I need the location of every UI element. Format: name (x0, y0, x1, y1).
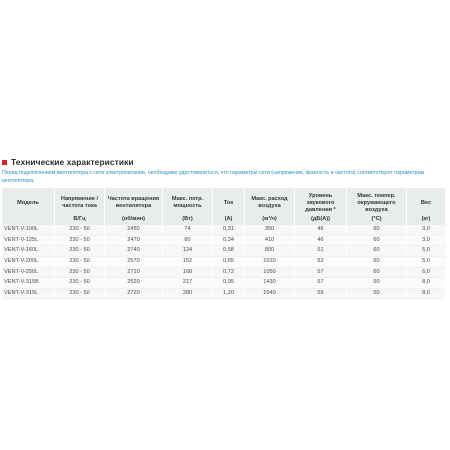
table-cell: 60 (347, 268, 407, 279)
table-cell: 46 (295, 236, 347, 247)
column-unit: (кг) (407, 215, 446, 225)
table-cell: 50 (347, 278, 407, 289)
table-cell: 60 (347, 257, 407, 268)
table-cell: 59 (295, 289, 347, 300)
column-header: Ток (213, 188, 245, 215)
table-cell: 3,0 (407, 225, 446, 236)
table-cell: 46 (295, 225, 347, 236)
header-row (2, 188, 446, 215)
table-row (2, 278, 446, 289)
model-cell: VENT-V-250L (2, 268, 55, 279)
table-cell: 2450 (105, 225, 163, 236)
table-cell: 74 (163, 225, 213, 236)
table-cell: 1,20 (213, 289, 245, 300)
table-cell: 8,0 (407, 289, 446, 300)
column-unit: (°С) (347, 215, 407, 225)
table-cell: 230 - 50 (55, 225, 105, 236)
table-cell: 152 (163, 257, 213, 268)
table-cell: 8,0 (407, 278, 446, 289)
table-cell: 217 (163, 278, 213, 289)
table-cell: 57 (295, 268, 347, 279)
table-cell: 2740 (105, 246, 163, 257)
model-cell: VENT-V-315L (2, 289, 55, 300)
column-unit: (Вт) (163, 215, 213, 225)
table-row (2, 236, 446, 247)
table-cell: 60 (347, 246, 407, 257)
column-header: Макс. темпер. окружающего воздуха (347, 188, 407, 215)
table-cell: 0,58 (213, 246, 245, 257)
column-unit (2, 215, 55, 225)
column-unit: В/Гц (55, 215, 105, 225)
table-cell: 0,34 (213, 236, 245, 247)
table-cell: 230 - 50 (55, 257, 105, 268)
table-cell: 80 (163, 236, 213, 247)
specifications-table (2, 188, 446, 299)
table-cell: 2720 (105, 289, 163, 300)
table-row (2, 268, 446, 279)
column-header: Вес (407, 188, 446, 215)
column-header: Уровень звукового давления * (295, 188, 347, 215)
table-cell: 230 - 50 (55, 268, 105, 279)
table-body (2, 225, 446, 299)
table-row (2, 257, 446, 268)
table-cell: 2520 (105, 278, 163, 289)
model-cell: VENT-V-160L (2, 246, 55, 257)
table-cell: 57 (295, 278, 347, 289)
column-unit: (А) (213, 215, 245, 225)
table-cell: 60 (347, 236, 407, 247)
model-cell: VENT-V-200L (2, 257, 55, 268)
column-unit: (м³/ч) (245, 215, 295, 225)
column-header: Модель (2, 188, 55, 215)
section-heading (2, 157, 134, 167)
connection-note: Перед подключением вентилятора к сети электропитания, необходимо удостовериться, что параметры сети (напряжение, фазность и частота) соответствуют параметрам вентилятора. (2, 170, 425, 184)
table-row (2, 246, 446, 257)
table-cell: 800 (245, 246, 295, 257)
table-cell: 5,0 (407, 246, 446, 257)
column-header: Макс. потр. мощность (163, 188, 213, 215)
table-cell: 50 (347, 289, 407, 300)
table-cell: 5,0 (407, 257, 446, 268)
table-cell: 0,31 (213, 225, 245, 236)
table-cell: 230 - 50 (55, 246, 105, 257)
table-cell: 52 (295, 257, 347, 268)
model-cell: VENT-V-315В (2, 278, 55, 289)
table-cell: 230 - 50 (55, 278, 105, 289)
table-cell: 6,0 (407, 268, 446, 279)
table-cell: 2570 (105, 257, 163, 268)
table-cell: 350 (245, 225, 295, 236)
model-cell: VENT-V-100L (2, 225, 55, 236)
table-cell: 1540 (245, 289, 295, 300)
section-title: Технические характеристики (11, 157, 134, 167)
column-header: Напряжение / частота тока (55, 188, 105, 215)
table-cell: 124 (163, 246, 213, 257)
red-square-bullet-icon (2, 160, 7, 165)
table-cell: 1020 (245, 257, 295, 268)
table-row (2, 289, 446, 300)
column-header: Частота вращения вентилятора (105, 188, 163, 215)
table-cell: 0,65 (213, 257, 245, 268)
table-cell: 168 (163, 268, 213, 279)
column-header: Макс. расход воздуха (245, 188, 295, 215)
table-cell: 1430 (245, 278, 295, 289)
table-cell: 1050 (245, 268, 295, 279)
table-cell: 230 - 50 (55, 236, 105, 247)
table-cell: 410 (245, 236, 295, 247)
table-cell: 0,95 (213, 278, 245, 289)
column-unit: (дБ(А)) (295, 215, 347, 225)
table-cell: 280 (163, 289, 213, 300)
table-cell: 2710 (105, 268, 163, 279)
table-cell: 51 (295, 246, 347, 257)
model-cell: VENT-V-125L (2, 236, 55, 247)
table-row (2, 225, 446, 236)
table-cell: 2470 (105, 236, 163, 247)
table-cell: 60 (347, 225, 407, 236)
table-cell: 3,0 (407, 236, 446, 247)
units-row (2, 215, 446, 225)
table-cell: 230 - 50 (55, 289, 105, 300)
column-unit: (об/мин) (105, 215, 163, 225)
table-cell: 0,72 (213, 268, 245, 279)
